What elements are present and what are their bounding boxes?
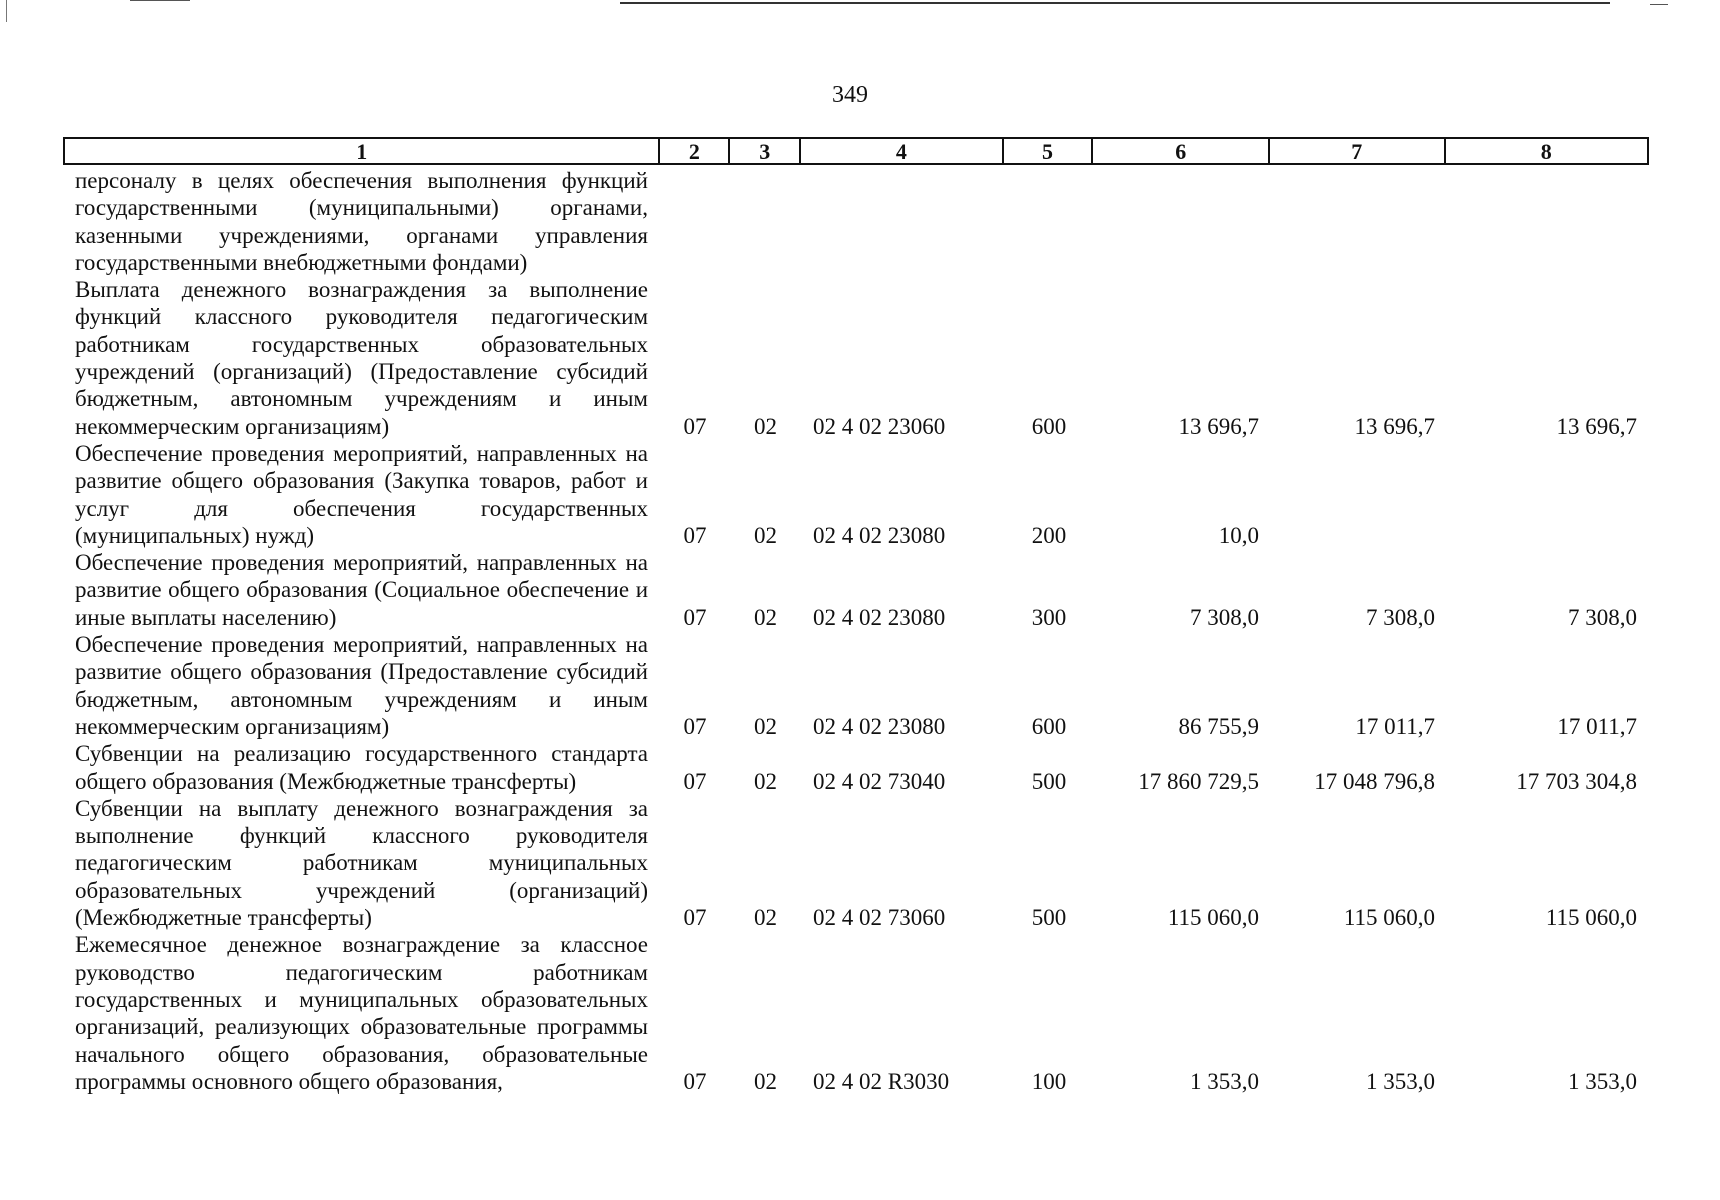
- cell-target-article: 02 4 02 23080: [813, 604, 946, 630]
- table-row: [63, 276, 1649, 440]
- header-col-2: 2: [660, 139, 730, 163]
- cell-amount-col8: 17 011,7: [1557, 713, 1637, 739]
- row-description: персоналу в целях обеспечения выполнения функций государственными (муниципальными) органами, казенными учреждениями, органами управления государственными внебюджетными фондами): [75, 168, 648, 275]
- scan-artifact: [130, 0, 190, 1]
- table-row: [63, 631, 1649, 740]
- cell-amount-col6: 1 353,0: [1190, 1068, 1259, 1094]
- scan-artifact: [620, 2, 1610, 4]
- row-description: Обеспечение проведения мероприятий, направленных на развитие общего образования (Предоставление субсидий бюджетным, автономным учреждениям и иным некоммерческим организациям): [75, 632, 648, 739]
- cell-expense-type: 500: [1031, 905, 1067, 931]
- cell-target-article: 02 4 02 73040: [813, 768, 946, 794]
- header-col-7: 7: [1270, 139, 1446, 163]
- cell-amount-col7: 7 308,0: [1366, 604, 1435, 630]
- cell-amount-col6: 86 755,9: [1178, 713, 1259, 739]
- cell-amount-col8: 115 060,0: [1545, 905, 1637, 931]
- cell-subsection: 02: [754, 1068, 777, 1094]
- scan-artifact: [1650, 4, 1668, 5]
- row-description: Обеспечение проведения мероприятий, направленных на развитие общего образования (Закупка товаров, работ и услуг для обеспечения государственных (муниципальных) нужд): [75, 440, 648, 548]
- row-description: Выплата денежного вознаграждения за выполнение функций классного руководителя педагогическим работникам государственных образовательных учреждений (организаций) (Предоставление субсидий бюджетным, автономным учреждениям и иным некоммерческим организациям): [75, 277, 648, 439]
- cell-amount-col6: 10,0: [1218, 522, 1259, 548]
- cell-expense-type: 500: [1031, 768, 1067, 794]
- table-body: [63, 167, 1649, 1095]
- row-description: Субвенции на выплату денежного вознаграждения за выполнение функций классного руководителя педагогическим работникам муниципальных образовательных учреждений (организаций) (Межбюджетные трансферты): [75, 795, 648, 931]
- header-col-6: 6: [1093, 139, 1270, 163]
- cell-amount-col7: 17 048 796,8: [1314, 768, 1435, 794]
- cell-section: 07: [683, 604, 707, 630]
- cell-amount-col8: 1 353,0: [1568, 1068, 1637, 1094]
- table-row: [63, 931, 1649, 1095]
- row-description: Субвенции на реализацию государственного стандарта общего образования (Межбюджетные трансферты): [75, 741, 648, 794]
- cell-subsection: 02: [754, 604, 777, 630]
- cell-subsection: 02: [754, 413, 777, 439]
- cell-amount-col7: 17 011,7: [1355, 713, 1435, 739]
- cell-target-article: 02 4 02 73060: [813, 905, 946, 931]
- cell-target-article: 02 4 02 23080: [813, 713, 946, 739]
- row-description: Обеспечение проведения мероприятий, направленных на развитие общего образования (Социальное обеспечение и иные выплаты населению): [75, 550, 648, 630]
- table-header: [63, 137, 1649, 165]
- cell-section: 07: [683, 1068, 707, 1094]
- header-col-8: 8: [1540, 139, 1552, 164]
- table-row: [63, 795, 1649, 931]
- page-number: 349: [832, 82, 868, 108]
- cell-expense-type: 600: [1031, 413, 1067, 439]
- table-row: [63, 740, 1649, 795]
- cell-amount-col6: 115 060,0: [1167, 905, 1259, 931]
- cell-amount-col7: 115 060,0: [1343, 905, 1435, 931]
- cell-section: 07: [683, 905, 707, 931]
- cell-amount-col7: 13 696,7: [1354, 413, 1435, 439]
- cell-target-article: 02 4 02 R3030: [813, 1068, 950, 1094]
- cell-amount-col6: 17 860 729,5: [1138, 768, 1259, 794]
- cell-subsection: 02: [754, 522, 777, 548]
- header-col-5: 5: [1004, 139, 1094, 163]
- cell-subsection: 02: [754, 768, 777, 794]
- cell-expense-type: 300: [1031, 604, 1067, 630]
- cell-section: 07: [683, 413, 707, 439]
- cell-expense-type: 100: [1031, 1068, 1067, 1094]
- cell-amount-col6: 7 308,0: [1190, 604, 1259, 630]
- cell-amount-col8: 17 703 304,8: [1516, 768, 1637, 794]
- cell-section: 07: [683, 768, 707, 794]
- row-description: Ежемесячное денежное вознаграждение за классное руководство педагогическим работникам государственных и муниципальных образовательных организаций, реализующих образовательные программы начального общего образования, образовательные программы основного общего образования,: [75, 932, 648, 1094]
- header-col-3: 3: [730, 139, 801, 163]
- cell-section: 07: [683, 713, 707, 739]
- cell-amount-col8: 13 696,7: [1556, 413, 1637, 439]
- cell-target-article: 02 4 02 23080: [813, 522, 946, 548]
- table-row: [63, 167, 1649, 276]
- cell-target-article: 02 4 02 23060: [813, 413, 946, 439]
- header-col-1: 1: [65, 139, 660, 163]
- cell-expense-type: 600: [1031, 713, 1067, 739]
- cell-subsection: 02: [754, 713, 777, 739]
- table-row: [63, 440, 1649, 549]
- header-col-4: 4: [801, 139, 1003, 163]
- cell-amount-col7: 1 353,0: [1366, 1068, 1435, 1094]
- cell-amount-col6: 13 696,7: [1178, 413, 1259, 439]
- table-row: [63, 549, 1649, 631]
- cell-section: 07: [683, 522, 707, 548]
- cell-subsection: 02: [754, 905, 777, 931]
- cell-amount-col8: 7 308,0: [1568, 604, 1637, 630]
- cell-expense-type: 200: [1031, 522, 1067, 548]
- scan-artifact: [6, 0, 7, 22]
